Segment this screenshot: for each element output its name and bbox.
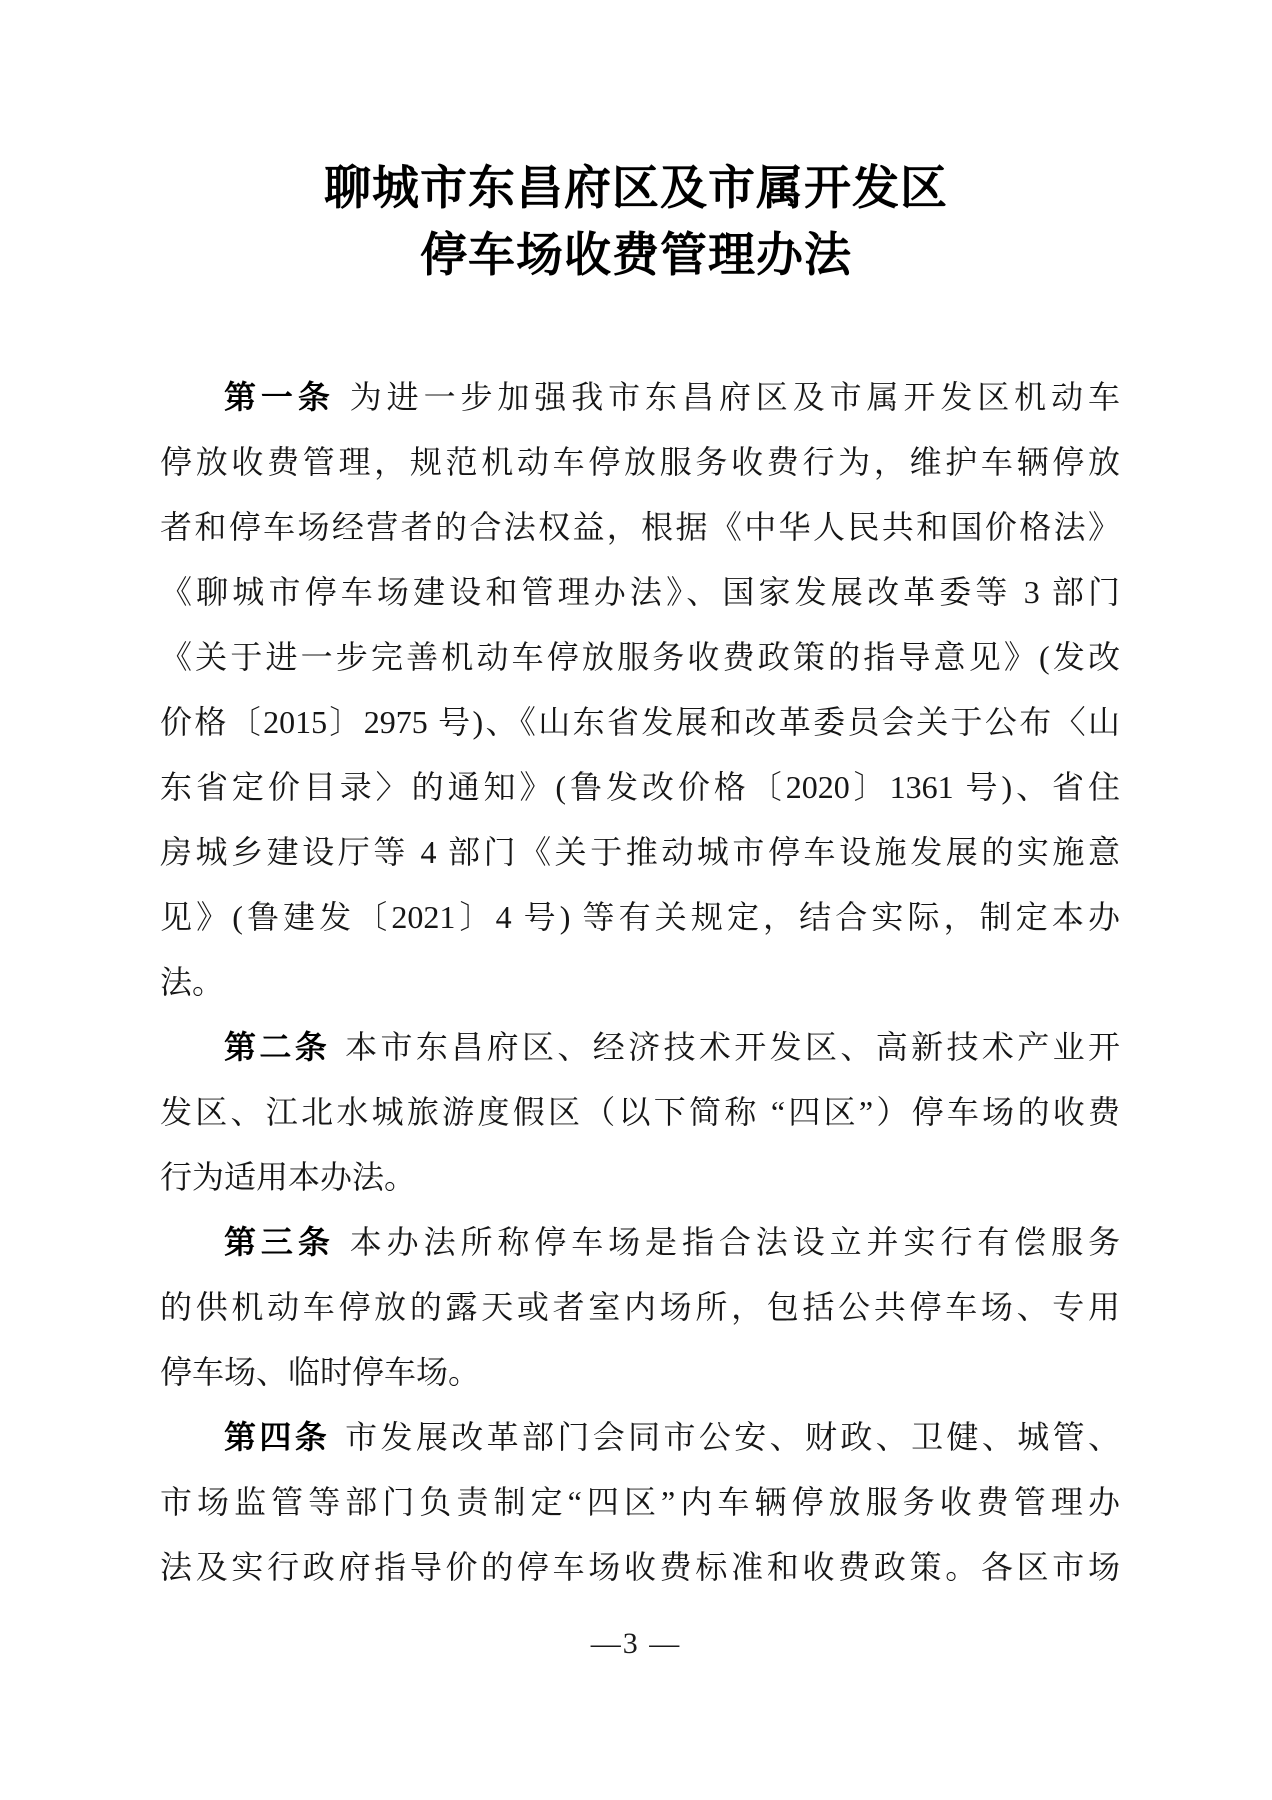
text-line: 《关于进一步完善机动车停放服务收费政策的指导意见》(发改 <box>160 639 1120 675</box>
text-line: 第四条 市发展改革部门会同市公安、财政、卫健、城管、 <box>224 1419 1120 1455</box>
text-line: 第三条 本办法所称停车场是指合法设立并实行有偿服务 <box>224 1224 1120 1260</box>
text-line: 停车场、临时停车场。 <box>160 1354 481 1390</box>
document-title <box>0 156 1272 290</box>
text-line: 法。 <box>160 964 225 1000</box>
article-label: 第四条 <box>224 1419 331 1455</box>
article-label: 第二条 <box>224 1029 331 1065</box>
text-line: 见》(鲁建发〔2021〕4 号) 等有关规定，结合实际，制定本办 <box>160 899 1120 935</box>
document-title-line-2: 停车场收费管理办法 <box>420 230 852 282</box>
text-line: 第一条 为进一步加强我市东昌府区及市属开发区机动车 <box>224 379 1120 415</box>
text-line: 法及实行政府指导价的停车场收费标准和收费政策。各区市场 <box>160 1549 1120 1585</box>
text-line: 者和停车场经营者的合法权益，根据《中华人民共和国价格法》 <box>160 509 1120 545</box>
text-line: 《聊城市停车场建设和管理办法》、国家发展改革委等 3 部门 <box>160 574 1120 610</box>
text-line: 第二条 本市东昌府区、经济技术开发区、高新技术产业开 <box>224 1029 1120 1065</box>
document-title-line-1: 聊城市东昌府区及市属开发区 <box>324 163 948 215</box>
text-line: 房城乡建设厅等 4 部门《关于推动城市停车设施发展的实施意 <box>160 834 1120 870</box>
article-label: 第三条 <box>224 1224 335 1260</box>
text-line: 价格〔2015〕2975 号)、《山东省发展和改革委员会关于公布〈山 <box>160 704 1120 740</box>
text-line: 的供机动车停放的露天或者室内场所，包括公共停车场、专用 <box>160 1289 1120 1325</box>
text-line: 市场监管等部门负责制定“四区”内车辆停放服务收费管理办 <box>160 1484 1120 1520</box>
page-number: —3 — <box>590 1627 682 1660</box>
text-line: 发区、江北水城旅游度假区（以下简称 “四区”）停车场的收费 <box>160 1094 1120 1130</box>
text-line: 停放收费管理，规范机动车停放服务收费行为，维护车辆停放 <box>160 444 1120 480</box>
document-body <box>160 365 1120 1600</box>
text-line: 东省定价目录〉的通知》(鲁发改价格〔2020〕1361 号)、省住 <box>160 769 1120 805</box>
article-label: 第一条 <box>224 379 335 415</box>
text-line: 行为适用本办法。 <box>160 1159 417 1195</box>
